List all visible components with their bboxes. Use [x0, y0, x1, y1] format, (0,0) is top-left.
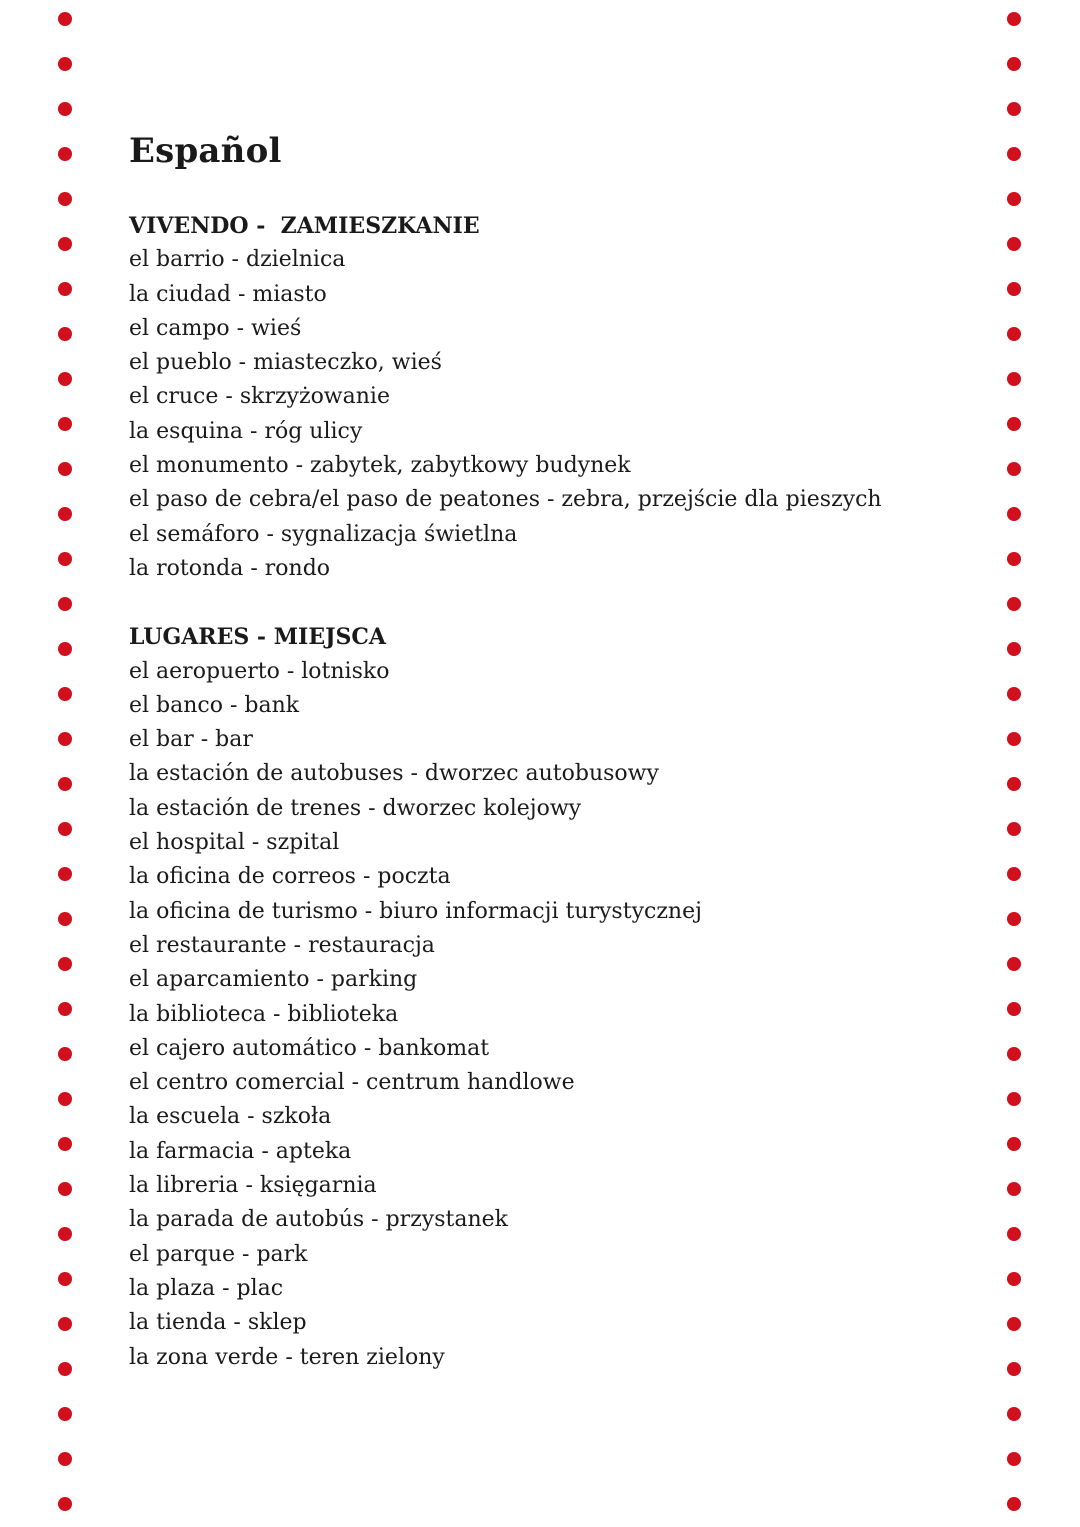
vocab-item: el parque - park [129, 1241, 308, 1267]
vocab-item: la ciudad - miasto [129, 281, 327, 307]
vocab-item: el banco - bank [129, 692, 300, 718]
left-border-dot [58, 1002, 72, 1016]
left-border-dot [58, 597, 72, 611]
left-border-dot [58, 1047, 72, 1061]
vocab-item: la oficina de turismo - biuro informacji turystycznej [129, 898, 702, 924]
right-border-dot [1007, 1452, 1021, 1466]
vocab-item: la escuela - szkoła [129, 1104, 332, 1130]
left-border-dot [58, 957, 72, 971]
left-border-dot [58, 147, 72, 161]
right-border-dot [1007, 687, 1021, 701]
right-border-dot [1007, 1272, 1021, 1286]
vocab-item: el campo - wieś [129, 315, 302, 341]
section-vivendo [129, 209, 989, 586]
right-border-dot [1007, 102, 1021, 116]
right-border-dot [1007, 372, 1021, 386]
vocab-item: el aeropuerto - lotnisko [129, 658, 390, 684]
right-border-dot [1007, 1227, 1021, 1241]
right-border-dot [1007, 147, 1021, 161]
vocab-item: el hospital - szpital [129, 830, 340, 856]
right-border-dot [1007, 642, 1021, 656]
left-border-dot [58, 327, 72, 341]
vocab-item: la farmacia - apteka [129, 1138, 352, 1164]
left-border-dot [58, 102, 72, 116]
right-border-dot [1007, 1362, 1021, 1376]
vocab-list [129, 655, 989, 1375]
left-border-dot [58, 732, 72, 746]
left-border-dot [58, 417, 72, 431]
vocab-item: la libreria - księgarnia [129, 1173, 377, 1199]
vocab-item: la plaza - plac [129, 1275, 284, 1301]
page-title: Español [129, 131, 282, 171]
left-border-dot [58, 507, 72, 521]
left-border-dot [58, 1362, 72, 1376]
vocab-item: el restaurante - restauracja [129, 932, 435, 958]
left-border-dot [58, 777, 72, 791]
left-border-dot [58, 372, 72, 386]
vocab-item: el semáforo - sygnalizacja świetlna [129, 521, 518, 547]
right-border-dot [1007, 327, 1021, 341]
right-border-dot [1007, 867, 1021, 881]
right-border-dot [1007, 957, 1021, 971]
vocab-item: la rotonda - rondo [129, 555, 331, 581]
right-border-dot [1007, 912, 1021, 926]
vocab-item: la tienda - sklep [129, 1310, 307, 1336]
right-border-dot [1007, 237, 1021, 251]
vocab-item: el barrio - dzielnica [129, 247, 346, 273]
left-border-dot [58, 192, 72, 206]
section-lugares [129, 620, 989, 1375]
right-border-dot [1007, 597, 1021, 611]
left-border-dot [58, 552, 72, 566]
right-border-dot [1007, 1047, 1021, 1061]
left-border-dot [58, 1452, 72, 1466]
right-border-dot [1007, 462, 1021, 476]
right-border-dot [1007, 192, 1021, 206]
left-border-dot [58, 12, 72, 26]
left-border-dot [58, 1407, 72, 1421]
left-dot-border [58, 12, 72, 1522]
right-border-dot [1007, 1182, 1021, 1196]
right-border-dot [1007, 1092, 1021, 1106]
left-border-dot [58, 57, 72, 71]
vocab-item: el cajero automático - bankomat [129, 1035, 490, 1061]
right-border-dot [1007, 1002, 1021, 1016]
section-heading: VIVENDO - ZAMIESZKANIE [129, 213, 480, 239]
left-border-dot [58, 1137, 72, 1151]
right-border-dot [1007, 417, 1021, 431]
right-border-dot [1007, 732, 1021, 746]
left-border-dot [58, 642, 72, 656]
left-border-dot [58, 867, 72, 881]
vocab-item: la estación de autobuses - dworzec autobusowy [129, 761, 659, 787]
left-border-dot [58, 282, 72, 296]
left-border-dot [58, 237, 72, 251]
right-border-dot [1007, 822, 1021, 836]
right-border-dot [1007, 12, 1021, 26]
vocab-item: el paso de cebra/el paso de peatones - zebra, przejście dla pieszych [129, 487, 882, 513]
left-border-dot [58, 687, 72, 701]
vocab-list [129, 243, 989, 586]
left-border-dot [58, 1092, 72, 1106]
vocab-item: la biblioteca - biblioteka [129, 1001, 399, 1027]
right-border-dot [1007, 777, 1021, 791]
vocab-item: la estación de trenes - dworzec kolejowy [129, 795, 582, 821]
vocab-item: el pueblo - miasteczko, wieś [129, 350, 442, 376]
left-border-dot [58, 1272, 72, 1286]
vocab-item: la parada de autobús - przystanek [129, 1207, 508, 1233]
vocab-item: la oficina de correos - poczta [129, 864, 451, 890]
left-border-dot [58, 1317, 72, 1331]
left-border-dot [58, 912, 72, 926]
right-dot-border [1007, 12, 1021, 1522]
section-heading: LUGARES - MIEJSCA [129, 624, 386, 651]
left-border-dot [58, 1182, 72, 1196]
vocab-item: el monumento - zabytek, zabytkowy budynek [129, 453, 631, 479]
vocab-item: la esquina - róg ulicy [129, 418, 363, 444]
left-border-dot [58, 1497, 72, 1511]
right-border-dot [1007, 282, 1021, 296]
right-border-dot [1007, 1137, 1021, 1151]
right-border-dot [1007, 507, 1021, 521]
document-content [129, 128, 989, 1375]
left-border-dot [58, 1227, 72, 1241]
right-border-dot [1007, 552, 1021, 566]
vocab-item: el bar - bar [129, 727, 253, 753]
vocab-item: el centro comercial - centrum handlowe [129, 1070, 575, 1096]
left-border-dot [58, 462, 72, 476]
right-border-dot [1007, 57, 1021, 71]
vocab-item: la zona verde - teren zielony [129, 1344, 445, 1370]
left-border-dot [58, 822, 72, 836]
right-border-dot [1007, 1407, 1021, 1421]
right-border-dot [1007, 1317, 1021, 1331]
vocab-item: el cruce - skrzyżowanie [129, 384, 390, 410]
vocab-item: el aparcamiento - parking [129, 967, 418, 993]
right-border-dot [1007, 1497, 1021, 1511]
